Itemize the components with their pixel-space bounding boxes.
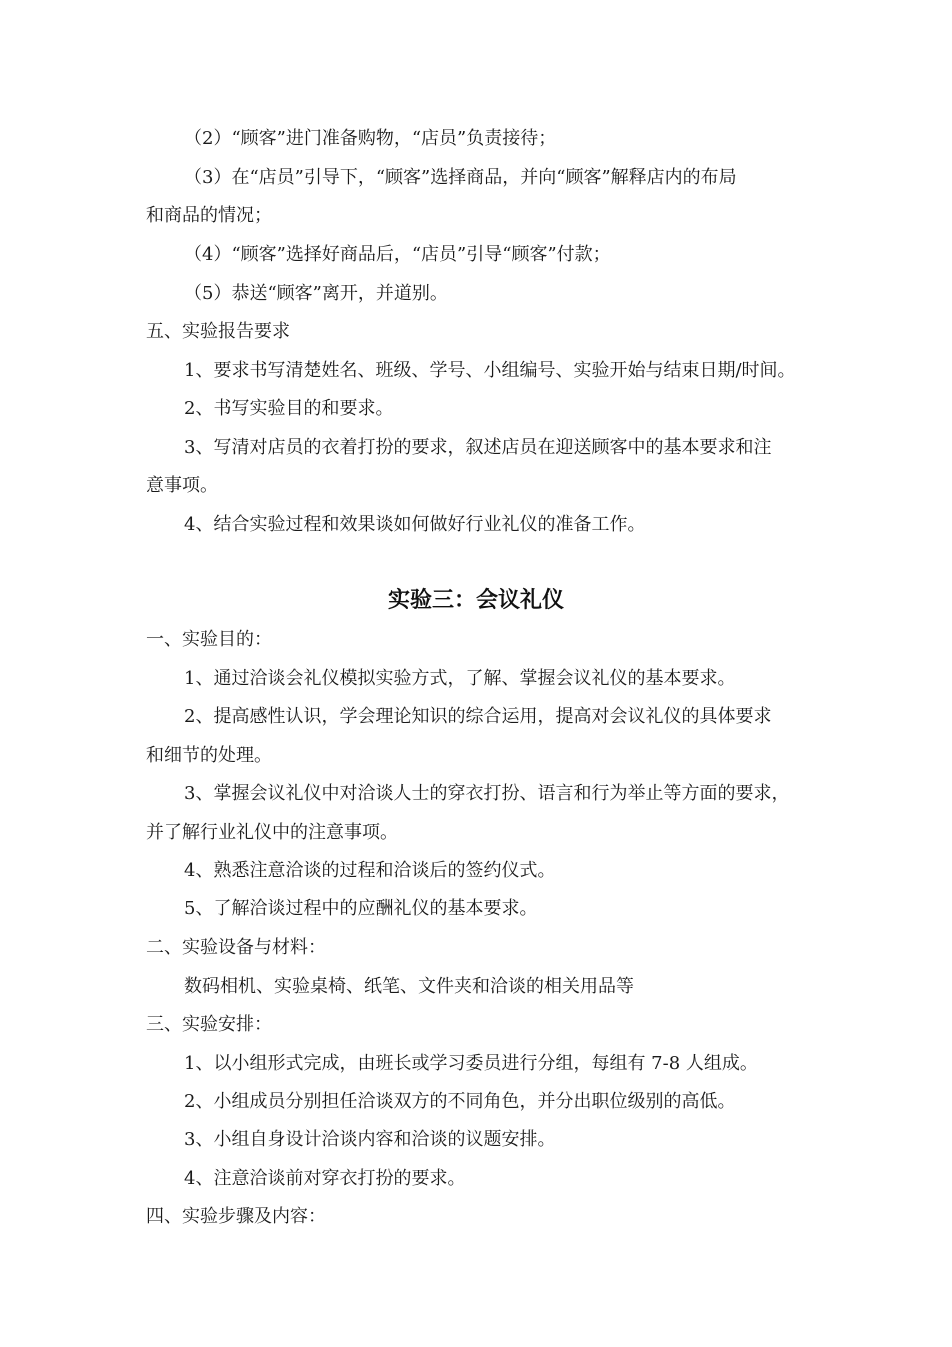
report-item-2: 2、书写实验目的和要求。 [184, 398, 394, 419]
section-title: 实验三：会议礼仪 [387, 588, 564, 613]
arrangement-item-1: 1、以小组形式完成，由班长或学习委员进行分组，每组有 7-8 人组成。 [184, 1053, 758, 1074]
procedure-heading: 四、实验步骤及内容： [146, 1206, 326, 1227]
step-2-line: （2）“顾客”进门准备购物，“店员”负责接待； [184, 128, 557, 149]
step-3-line: （3）在“店员”引导下，“顾客”选择商品，并向“顾客”解释店内的布局 [184, 167, 737, 188]
report-item-3: 3、写清对店员的衣着打扮的要求，叙述店员在迎送顾客中的基本要求和注 [184, 437, 772, 458]
equipment-heading: 二、实验设备与材料： [146, 937, 326, 958]
report-item-3-continuation: 意事项。 [146, 475, 218, 496]
objective-item-2: 2、提高感性认识，学会理论知识的综合运用，提高对会议礼仪的具体要求 [184, 706, 772, 727]
equipment-list: 数码相机、实验桌椅、纸笔、文件夹和洽谈的相关用品等 [184, 976, 634, 997]
section-5-heading: 五、实验报告要求 [146, 321, 290, 342]
arrangement-item-4: 4、注意洽谈前对穿衣打扮的要求。 [184, 1168, 466, 1189]
objective-item-1: 1、通过洽谈会礼仪模拟实验方式，了解、掌握会议礼仪的基本要求。 [184, 668, 736, 689]
objective-item-2-continuation: 和细节的处理。 [146, 745, 272, 766]
report-item-1: 1、要求书写清楚姓名、班级、学号、小组编号、实验开始与结束日期/时间。 [184, 360, 796, 381]
objective-item-3: 3、掌握会议礼仪中对洽谈人士的穿衣打扮、语言和行为举止等方面的要求， [184, 783, 790, 804]
step-5-line: （5）恭送“顾客”离开，并道别。 [184, 283, 448, 304]
objective-item-5: 5、了解洽谈过程中的应酬礼仪的基本要求。 [184, 898, 538, 919]
objective-item-3-continuation: 并了解行业礼仪中的注意事项。 [146, 822, 398, 843]
step-3-continuation: 和商品的情况； [146, 205, 272, 226]
objective-heading: 一、实验目的： [146, 629, 272, 650]
objective-item-4: 4、熟悉注意洽谈的过程和洽谈后的签约仪式。 [184, 860, 556, 881]
report-item-4: 4、结合实验过程和效果谈如何做好行业礼仪的准备工作。 [184, 514, 646, 535]
arrangement-heading: 三、实验安排： [146, 1014, 272, 1035]
arrangement-item-2: 2、小组成员分别担任洽谈双方的不同角色，并分出职位级别的高低。 [184, 1091, 736, 1112]
arrangement-item-3: 3、小组自身设计洽谈内容和洽谈的议题安排。 [184, 1129, 556, 1150]
step-4-line: （4）“顾客”选择好商品后，“店员”引导“顾客”付款； [184, 244, 611, 265]
